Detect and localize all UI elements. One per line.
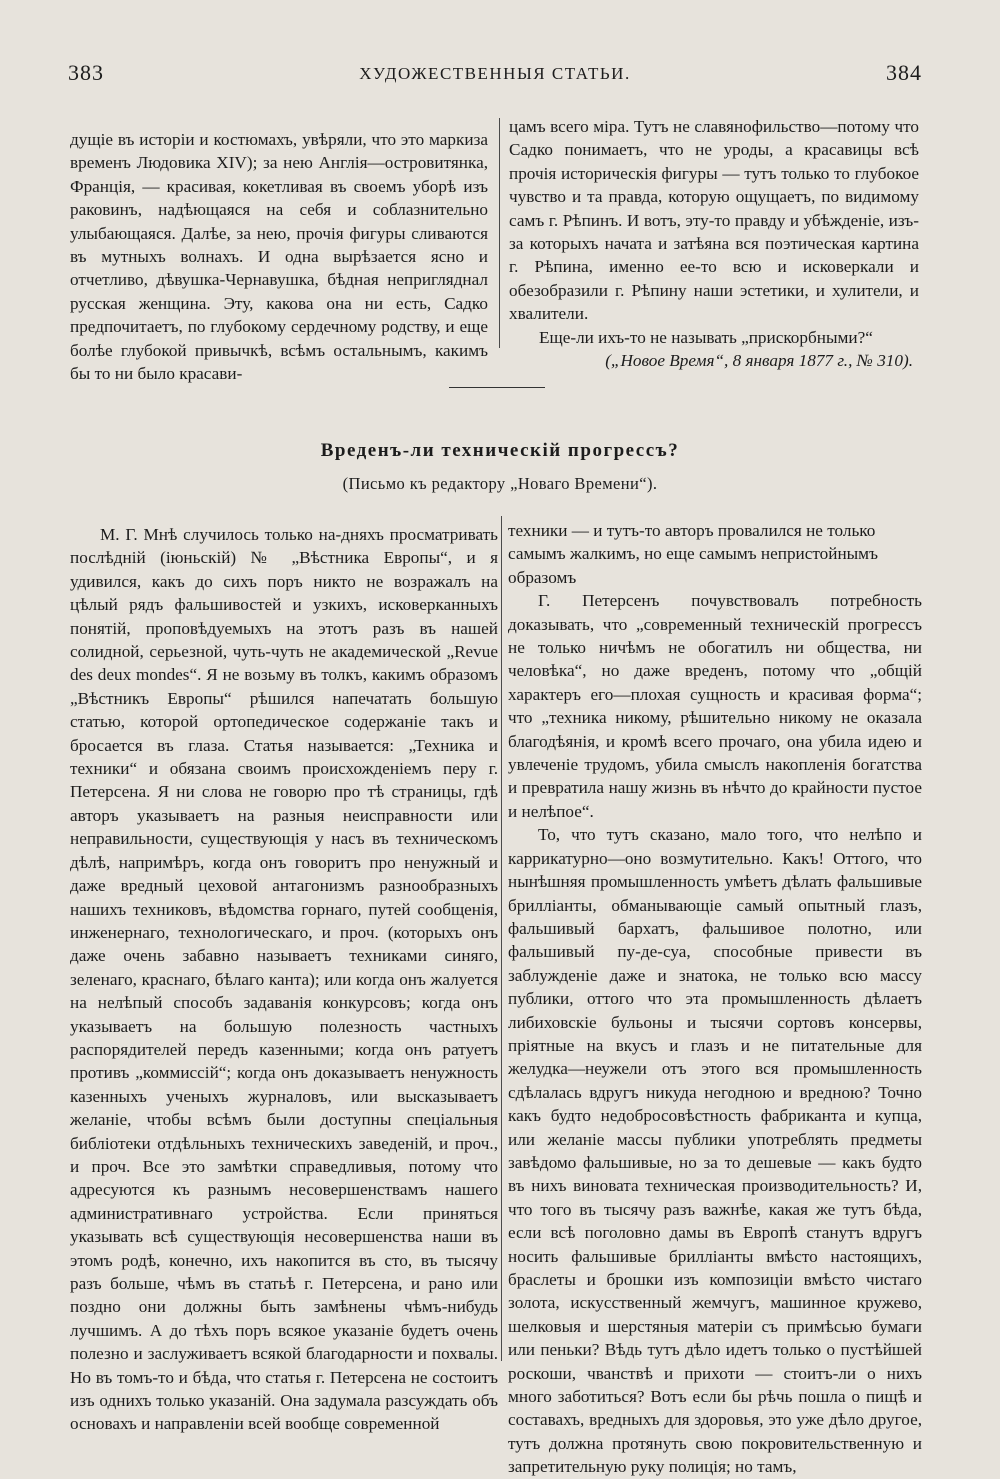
article-subtitle: (Письмо къ редактору „Новаго Времени“). [342,474,658,493]
column-divider-bottom [501,516,502,1361]
column-bottom-right [508,519,922,1479]
paragraph: Еще-ли ихъ-то не называть „прискорбными?“ [539,327,873,347]
page-number-left: 383 [68,60,104,85]
paragraph: цамъ всего міра. Тутъ не славянофильство—потому что Садко понимаетъ, что не уроды, а красавицы всѣ прочія историческія фигуры — тутъ только то глубокое чувство и та правда, которую ощущаетъ, по видимому самъ г. Рѣпинъ. И вотъ, эту-то правду и убѣжденіе, изъ-за которыхъ начата и затѣяна вся поэтическая картина г. Рѣпина, именно ее-то всю и исковеркали и обезобразили г. Рѣпину наши эстетики, и хулители, и хвалители. [509,117,919,324]
paragraph: дущіе въ исторіи и костюмахъ, увѣряли, что это маркиза временъ Людовика XIV); за нею Англія—островитянка, Франція, — красивая, кокетливая въ своемъ уборѣ изъ раковинъ, надѣющаяся на себя и соблазнительно улыбающаяся. Далѣе, за нею, прочія фигуры сливаются въ мутныхъ волнахъ. И одна вырѣзается ясно и отчетливо, дѣвушка-Чернавушка, бѣдная непригляднал русская женщина. Эту, какова она ни есть, Садко предпочитаетъ, по глубокому сердечному родству, и еще болѣе глубокой привычкѣ, всѣмъ остальнымъ, какимъ бы то ни было красави- [70,130,488,384]
column-bottom-left [70,523,498,1436]
running-head [68,60,922,90]
column-divider-top [499,118,500,348]
paragraph: М. Г. Мнѣ случилось только на-дняхъ просматривать послѣдній (іюньскій) № „Вѣстника Европы“, и я удивился, какъ до сихъ поръ никто не возражалъ на цѣлый рядъ фальшивостей и узкихъ, исковерканныхъ понятій, проповѣдуемыхъ на этотъ разъ въ нашей солидной, серьезной, чуть-чуть не академической „Revue des deux mondes“. Я не возьму въ толкъ, какимъ образомъ „Вѣстникъ Европы“ рѣшился напечатать большую статью, которой ортопедическое содержаніе такъ и бросается въ глаза. Статья называется: „Техника и техники“ и обязана своимъ происхожденіемъ перу г. Петерсена. Я ни слова не говорю про тѣ страницы, гдѣ авторъ указываетъ на разныя неисправности или неправильности, существующія у насъ въ техническомъ дѣлѣ, напримѣръ, когда онъ говоритъ про ненужный и даже вредный цеховой антагонизмъ разнообразныхъ нашихъ техниковъ, вѣдомства горнаго, путей сообщенія, инженернаго, технологическаго, и проч. (которыхъ онъ даже очень забавно называетъ техниками синяго, зеленаго, краснаго, бѣлаго канта); или когда онъ жалуется на нелѣпый способъ задаванія конкурсовъ; когда онъ указываетъ на большую полезность частныхъ распорядителей передъ казенными; когда онъ ратуетъ противъ „коммиссій“; когда онъ доказываетъ ненужность казенныхъ ученыхъ журналовъ, или высказываетъ желаніе, чтобы всѣмъ были доступны спеціальныя библіотеки отдѣльныхъ техническихъ заведеній, и проч., и проч. Все это замѣтки справедливыя, потому что адресуются къ разнымъ несовершенствамъ нашего административнаго устройства. Если приняться указывать всѣ существующія несовершенства наши въ этомъ родѣ, конечно, ихъ накопится въ сто, въ тысячу разъ больше, чѣмъ въ статьѣ г. Петерсена, и рано или поздно они должны быть замѣнены чѣмъ-нибудь лучшимъ. А до тѣхъ поръ всякое указаніе будетъ очень полезно и заслуживаетъ всякой благодарности и похвалы. Но въ томъ-то и бѣда, что статья г. Петерсена не состоитъ изъ однихъ только указаній. Она задумала разсуждать объ основахъ и направленіи всей вообще современной [70,525,498,1434]
paragraph: Г. Петерсенъ почувствовалъ потребность доказывать, что „современный техническій прогрессъ не только ничѣмъ не обогатилъ ни общества, ни человѣка“, но даже вреденъ, потому что „общій характеръ его—плохая сущность и красивая форма“; что „техника никому, рѣшительно никому не оказала благодѣянія, и кромѣ всего прочаго, она убила идею и увлеченіе трудомъ, убила смыслъ накопленія богатства и превратила нашу жизнь въ нѣчто до крайности пустое и нелѣпое“. [508,591,922,821]
article-title: Вреденъ-ли техническій прогрессъ? [320,440,680,461]
paragraph: техники — и тутъ-то авторъ провалился не только самымъ жалкимъ, но еще самымъ непристойнымъ образомъ [508,521,878,587]
column-top-right [509,115,919,372]
page-number-right: 384 [886,60,922,85]
paragraph: То, что тутъ сказано, мало того, что нелѣпо и каррикатурно—оно возмутительно. Какъ! Оттого, что нынѣшняя промышленность умѣетъ дѣлать фальшивые брилліанты, обманывающіе самый опытный глазъ, фальшивый бархатъ, фальшивое полотно, или фальшивый пу-де-суа, способные привести въ заблужденіе даже и знатока, не только всю массу публики, оттого что эта промышленность дѣлаетъ либиховскіе бульоны и тысячи сортовъ консервы, пріятные на вкусъ и глазъ и не питательные для желудка—неужели отъ этого вся промышленность сдѣлалась вдругъ никуда негодною и вредною? Точно какъ будто недобросовѣстность фабриканта и купца, или желаніе массы публики употреблять предметы завѣдомо фальшивые, но за то дешевые — какъ будто въ нихъ виновата техническая производительность? И, что того въ тысячу разъ важнѣе, какая же тутъ бѣда, если всѣ поголовно дамы въ Европѣ станутъ вдругъ носить фальшивые брилліанты вмѣсто настоящихъ, браслеты и брошки изъ композиціи вмѣсто чистаго золота, искусственный жемчугъ, машинное кружево, шелковыя и шерстяныя матеріи съ примѣсью бумаги или пеньки? Вѣдь тутъ дѣло идетъ только о пустѣйшей роскоши, чванствѣ и прихоти — стоитъ-ли о нихъ много заботиться? Вотъ если бы рѣчь пошла о пищѣ и составахъ, вредныхъ для здоровья, это уже дѣло другое, тутъ должна протянуть свою покровительственную и запретительную руку полиція; но тамъ, [508,825,922,1477]
section-separator [449,387,545,388]
running-title: ХУДОЖЕСТВЕННЫЯ СТАТЬИ. [359,64,631,83]
column-top-left [70,128,488,385]
citation: („Новое Время“, 8 января 1877 г., № 310). [605,351,913,371]
